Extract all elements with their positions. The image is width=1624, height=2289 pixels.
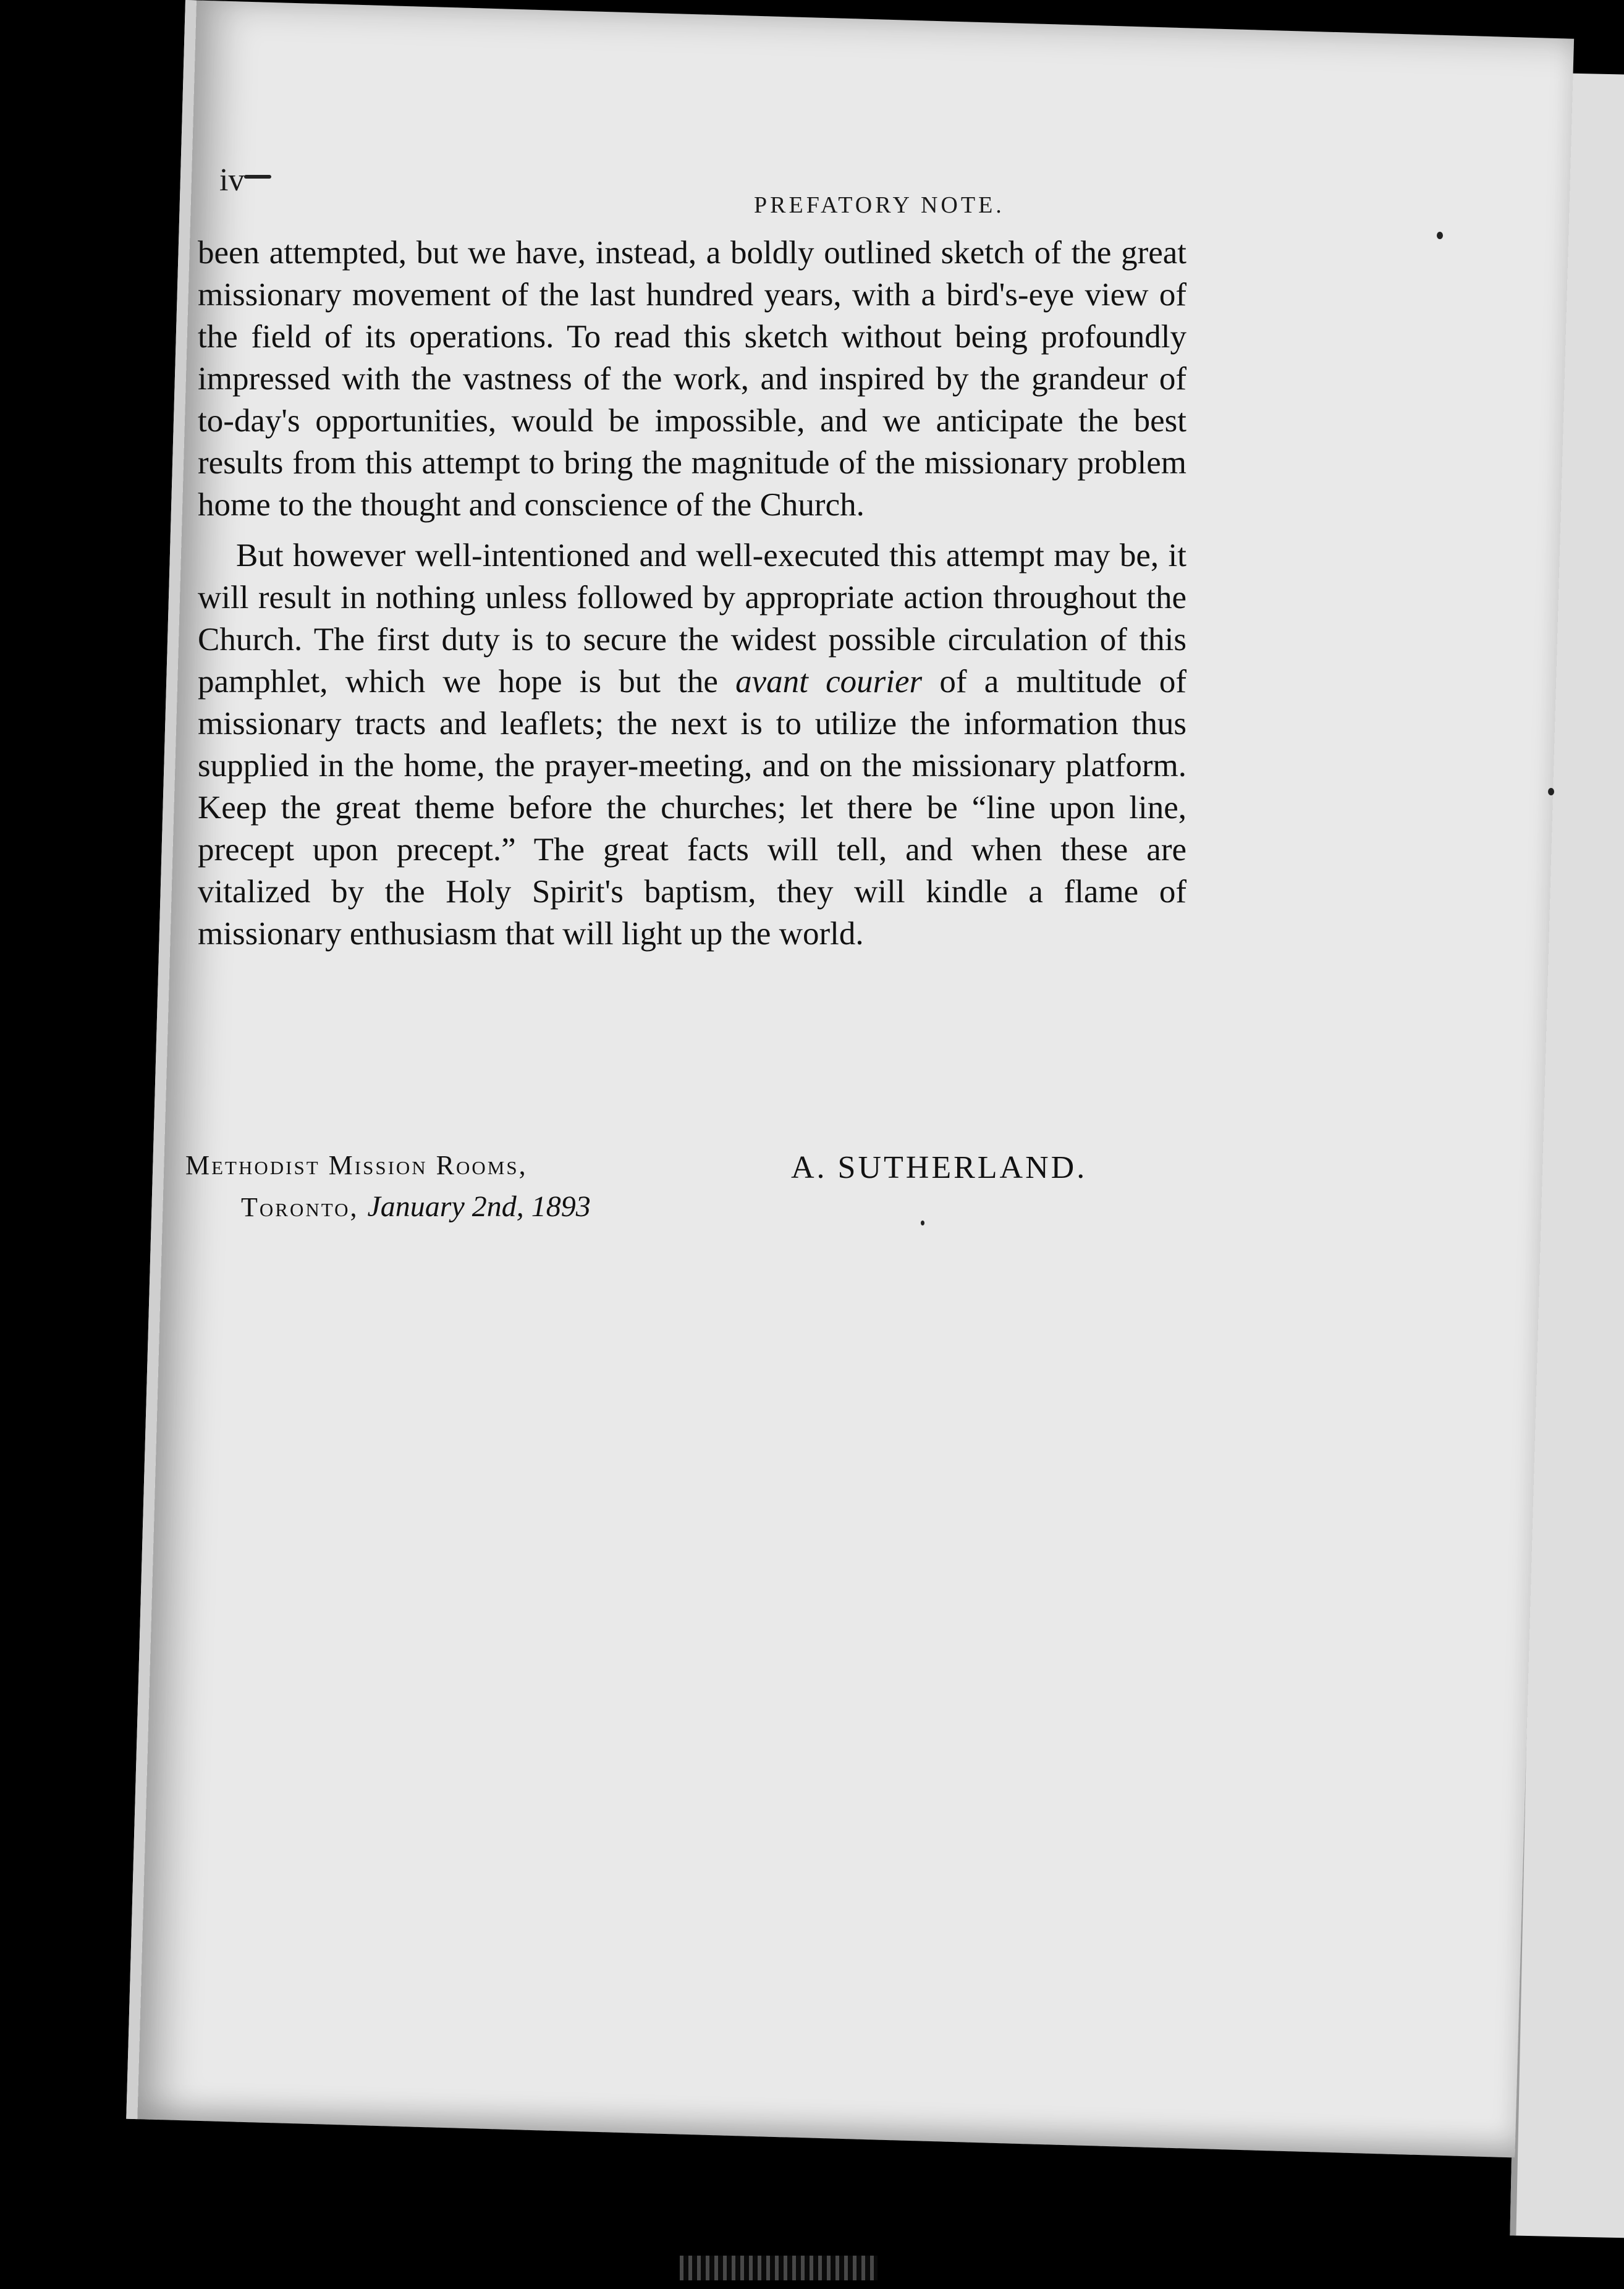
signature-author: A. SUTHERLAND. bbox=[791, 1150, 1088, 1185]
paragraph-1: been attempted, but we have, instead, a boldly outlined sketch of the great missionary movement of the last hundred years, with a bird's-eye view of the field of its operations. To read this sketch without being profoundly impressed with the vastness of the work, and inspired by the grandeur of to-day's opportunities, would be impossible, and we anticipate the best results from this attempt to bring the magnitude of the missionary problem home to the thought and conscience of the Church. bbox=[198, 235, 1186, 523]
folio-mark bbox=[244, 175, 271, 179]
body-text bbox=[198, 232, 1186, 963]
italic-phrase: avant courier bbox=[735, 664, 923, 700]
page-number: iv bbox=[219, 163, 245, 198]
signature-date: January 2nd, 1893 bbox=[367, 1190, 591, 1223]
signature-city-date bbox=[241, 1190, 591, 1224]
paragraph-2 bbox=[198, 535, 1186, 955]
signature-place-line: Methodist Mission Rooms, bbox=[185, 1150, 528, 1180]
signature-city: Toronto, bbox=[241, 1192, 359, 1222]
signature-place bbox=[185, 1149, 591, 1224]
paragraph-2-start: But however well-intentioned and well-executed this attempt may be, it will result in nothing unless followed by appropriate action throughout the Church. The first duty is to secure the widest possible circulation of this pamphlet, which we hope is but the bbox=[198, 538, 1186, 700]
running-head: PREFATORY NOTE. bbox=[754, 192, 1005, 218]
speck bbox=[921, 1221, 924, 1225]
speck bbox=[1437, 232, 1443, 239]
paragraph-2-end: of a multitude of missionary tracts and leaflets; the next is to utilize the information thus supplied in the home, the prayer-meeting, and on the missionary platform. Keep the great theme before the churches; let there be “line upon line, precept upon precept.” The great facts will tell, and when these are vitalized by the Holy Spirit's baptism, they will kindle a flame of missionary enthusiasm that will light up the world. bbox=[198, 664, 1186, 952]
speck bbox=[1548, 788, 1554, 795]
scan-artifact bbox=[680, 2256, 878, 2280]
